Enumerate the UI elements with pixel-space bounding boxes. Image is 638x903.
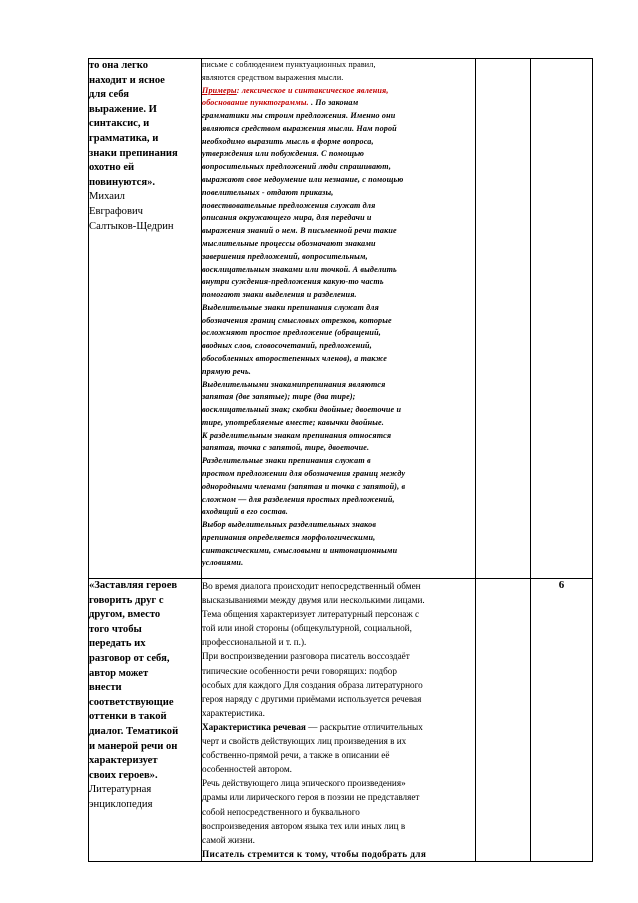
text-line: запятая (две запятые); тире (два тире); (202, 392, 356, 402)
text-line: осложняют простое предложение (обращений, (202, 328, 381, 338)
score-number: 6 (558, 579, 565, 591)
text-line: высказываниями между двумя или несколькими лицами. (202, 595, 425, 606)
quote-line: внести (89, 682, 122, 694)
text-line: запятая, точка с запятой, тире, двоеточие. (202, 443, 370, 453)
quote-line: диалог. Тематикой (89, 725, 179, 737)
text-line: описания окружающего мира, для передачи и (202, 213, 372, 223)
text-line: являются средством выражения мысли. (202, 72, 344, 82)
quote-line: соответствующие (89, 696, 174, 708)
text-line: Писатель стремится к тому, чтобы подобрать для (202, 848, 427, 859)
text-line: грамматики мы строим предложения. Именно они (202, 111, 396, 121)
quote-line: своих героев». (89, 769, 158, 781)
examples-line (202, 85, 475, 98)
text-line: Разделительные знаки препинания служат в (202, 456, 371, 466)
text-line: сложном — для разделения простых предложений, (202, 494, 395, 504)
text-line: условиями. (202, 558, 244, 568)
text-line: выражают свое недоумение или незнание, с помощью (202, 175, 404, 185)
text-line: входящий в его состав. (202, 507, 288, 517)
text-line: При воспроизведении разговора писатель воссоздаёт (202, 651, 410, 662)
text-line: внутри суждения-предложения какую-то часть (202, 277, 384, 287)
text-line: помогают знаки выделения и разделения. (202, 290, 357, 300)
text-line: той или иной стороны (общекультурной, социальной, (202, 623, 412, 634)
quote-line: грамматика, и (89, 132, 159, 144)
quote-line: разговор от себя, (89, 652, 170, 664)
text-line: Речь действующего лица эпического произведения» (202, 778, 406, 789)
text-line: обособленных второстепенных членов), а также (202, 353, 388, 363)
quote-line: охотно ей (89, 162, 135, 174)
term-name: Характеристика речевая (202, 721, 306, 732)
quote-line: выражение. И (89, 103, 157, 115)
text-line: Тема общения характеризует литературный персонаж с (202, 609, 420, 620)
text-line: собой непосредственного и буквального (202, 806, 360, 817)
text-line: Выделительные знаки препинания служат для (202, 302, 379, 312)
text-fragment: . По законам (308, 98, 359, 108)
text-line: мыслительные процессы обозначают знаками (202, 238, 376, 248)
examples-line (202, 97, 475, 110)
quote-line: того чтобы (89, 623, 142, 635)
quote-line: знаки препинания (89, 147, 178, 159)
text-line: драмы или лирического героя в поэзии не представляет (202, 792, 420, 803)
text-line: типические особенности речи говорящих: подбор (202, 665, 397, 676)
quote-line: синтаксис, и (89, 118, 150, 130)
text-line: обозначения границ смысловых отрезков, которые (202, 315, 392, 325)
text-line: воспроизведения автором языка тех или иных лиц в (202, 820, 406, 831)
quote-line: «Заставляя героев (89, 580, 178, 591)
text-line: однородными членами (запятая и точка с запятой), в (202, 481, 406, 491)
author-line: Салтыков-Щедрин (89, 220, 174, 232)
text-line: особенностей автором. (202, 764, 292, 775)
content-table (88, 58, 593, 862)
empty-cell (476, 579, 531, 862)
text-line: вводных слов, словосочетаний, предложений, (202, 341, 372, 351)
text-line: восклицательным знаками или точкой. А выделить (202, 264, 397, 274)
text-line: утверждения или побуждения. С помощью (202, 149, 365, 159)
text-line: восклицательный знак; скобки двойные; двоеточие и (202, 405, 402, 415)
quote-line: другом, вместо (89, 609, 161, 621)
text-line: профессиональной и т. п.). (202, 637, 307, 648)
explanation-cell (202, 59, 476, 579)
text-line: особых для каждого Для создания образа литературного (202, 679, 423, 690)
quote-line: передать их (89, 638, 146, 650)
text-line: необходимо выразить мысль в форме вопроса, (202, 136, 374, 146)
explanation-cell (202, 579, 476, 862)
text-line: Во время диалога происходит непосредственный обмен (202, 581, 421, 591)
examples-label: Примеры (202, 85, 237, 95)
text-line: вопросительных предложений люди спрашивают, (202, 162, 392, 172)
examples-heading: обоснование пунктограммы. (202, 98, 309, 108)
table-row (89, 59, 593, 579)
text-line: повествовательные предложения служат для (202, 200, 376, 210)
text-line: самой жизни. (202, 834, 255, 845)
quote-line: повинуются». (89, 176, 156, 188)
source-line: Литературная (89, 784, 152, 796)
score-cell (531, 579, 593, 862)
quote-cell (89, 579, 202, 862)
quote-line: то она легко (89, 60, 149, 71)
quote-cell (89, 59, 202, 579)
text-line: прямую речь. (202, 366, 251, 376)
text-line: простом предложении для обозначения границ между (202, 469, 406, 478)
quote-line: автор может (89, 667, 149, 679)
text-line: письме с соблюдением пунктуационных правил, (202, 60, 376, 69)
quote-line: оттенки в такой (89, 711, 167, 723)
text-line: являются средством выражения мысли. Нам порой (202, 123, 397, 133)
text-line: героя наряду с другими приёмами используется речевая (202, 693, 422, 704)
text-line: препинания определяется морфологическими, (202, 532, 376, 542)
text-fragment: — раскрытие отличительных (305, 721, 423, 732)
author-line: Евграфович (89, 205, 143, 217)
text-line: Выбор выделительных разделительных знаков (202, 520, 377, 530)
text-line: К разделительным знакам препинания относятся (202, 430, 392, 440)
quote-line: для себя (89, 89, 129, 101)
text-line: завершения предложений, вопросительным, (202, 251, 368, 261)
quote-line: говорить друг с (89, 594, 164, 606)
text-line: синтаксическими, смысловыми и интонационными (202, 545, 398, 555)
text-line: повелительных - отдают приказы, (202, 187, 334, 197)
text-line: характеристика. (202, 707, 265, 718)
quote-line: и манерой речи он (89, 740, 178, 752)
text-line: тире, употребляемые вместе; кавычки двойные. (202, 417, 384, 427)
empty-cell (531, 59, 593, 579)
source-line: энциклопедия (89, 798, 153, 810)
quote-line: характеризует (89, 755, 158, 767)
examples-heading: : лексическое и синтаксическое явления, (236, 85, 389, 95)
text-line: собственно-прямой речи, а также в описании её (202, 750, 390, 761)
text-line: Выделительными знакамипрепинания являются (202, 379, 386, 389)
table-row (89, 579, 593, 862)
empty-cell (476, 59, 531, 579)
author-line: Михаил (89, 191, 125, 203)
text-line: выражения знаний о нем. В письменной речи такие (202, 226, 397, 236)
quote-line: находит и ясное (89, 74, 165, 86)
term-line (202, 720, 475, 734)
text-line: черт и свойств действующих лиц произведения в их (202, 736, 407, 747)
